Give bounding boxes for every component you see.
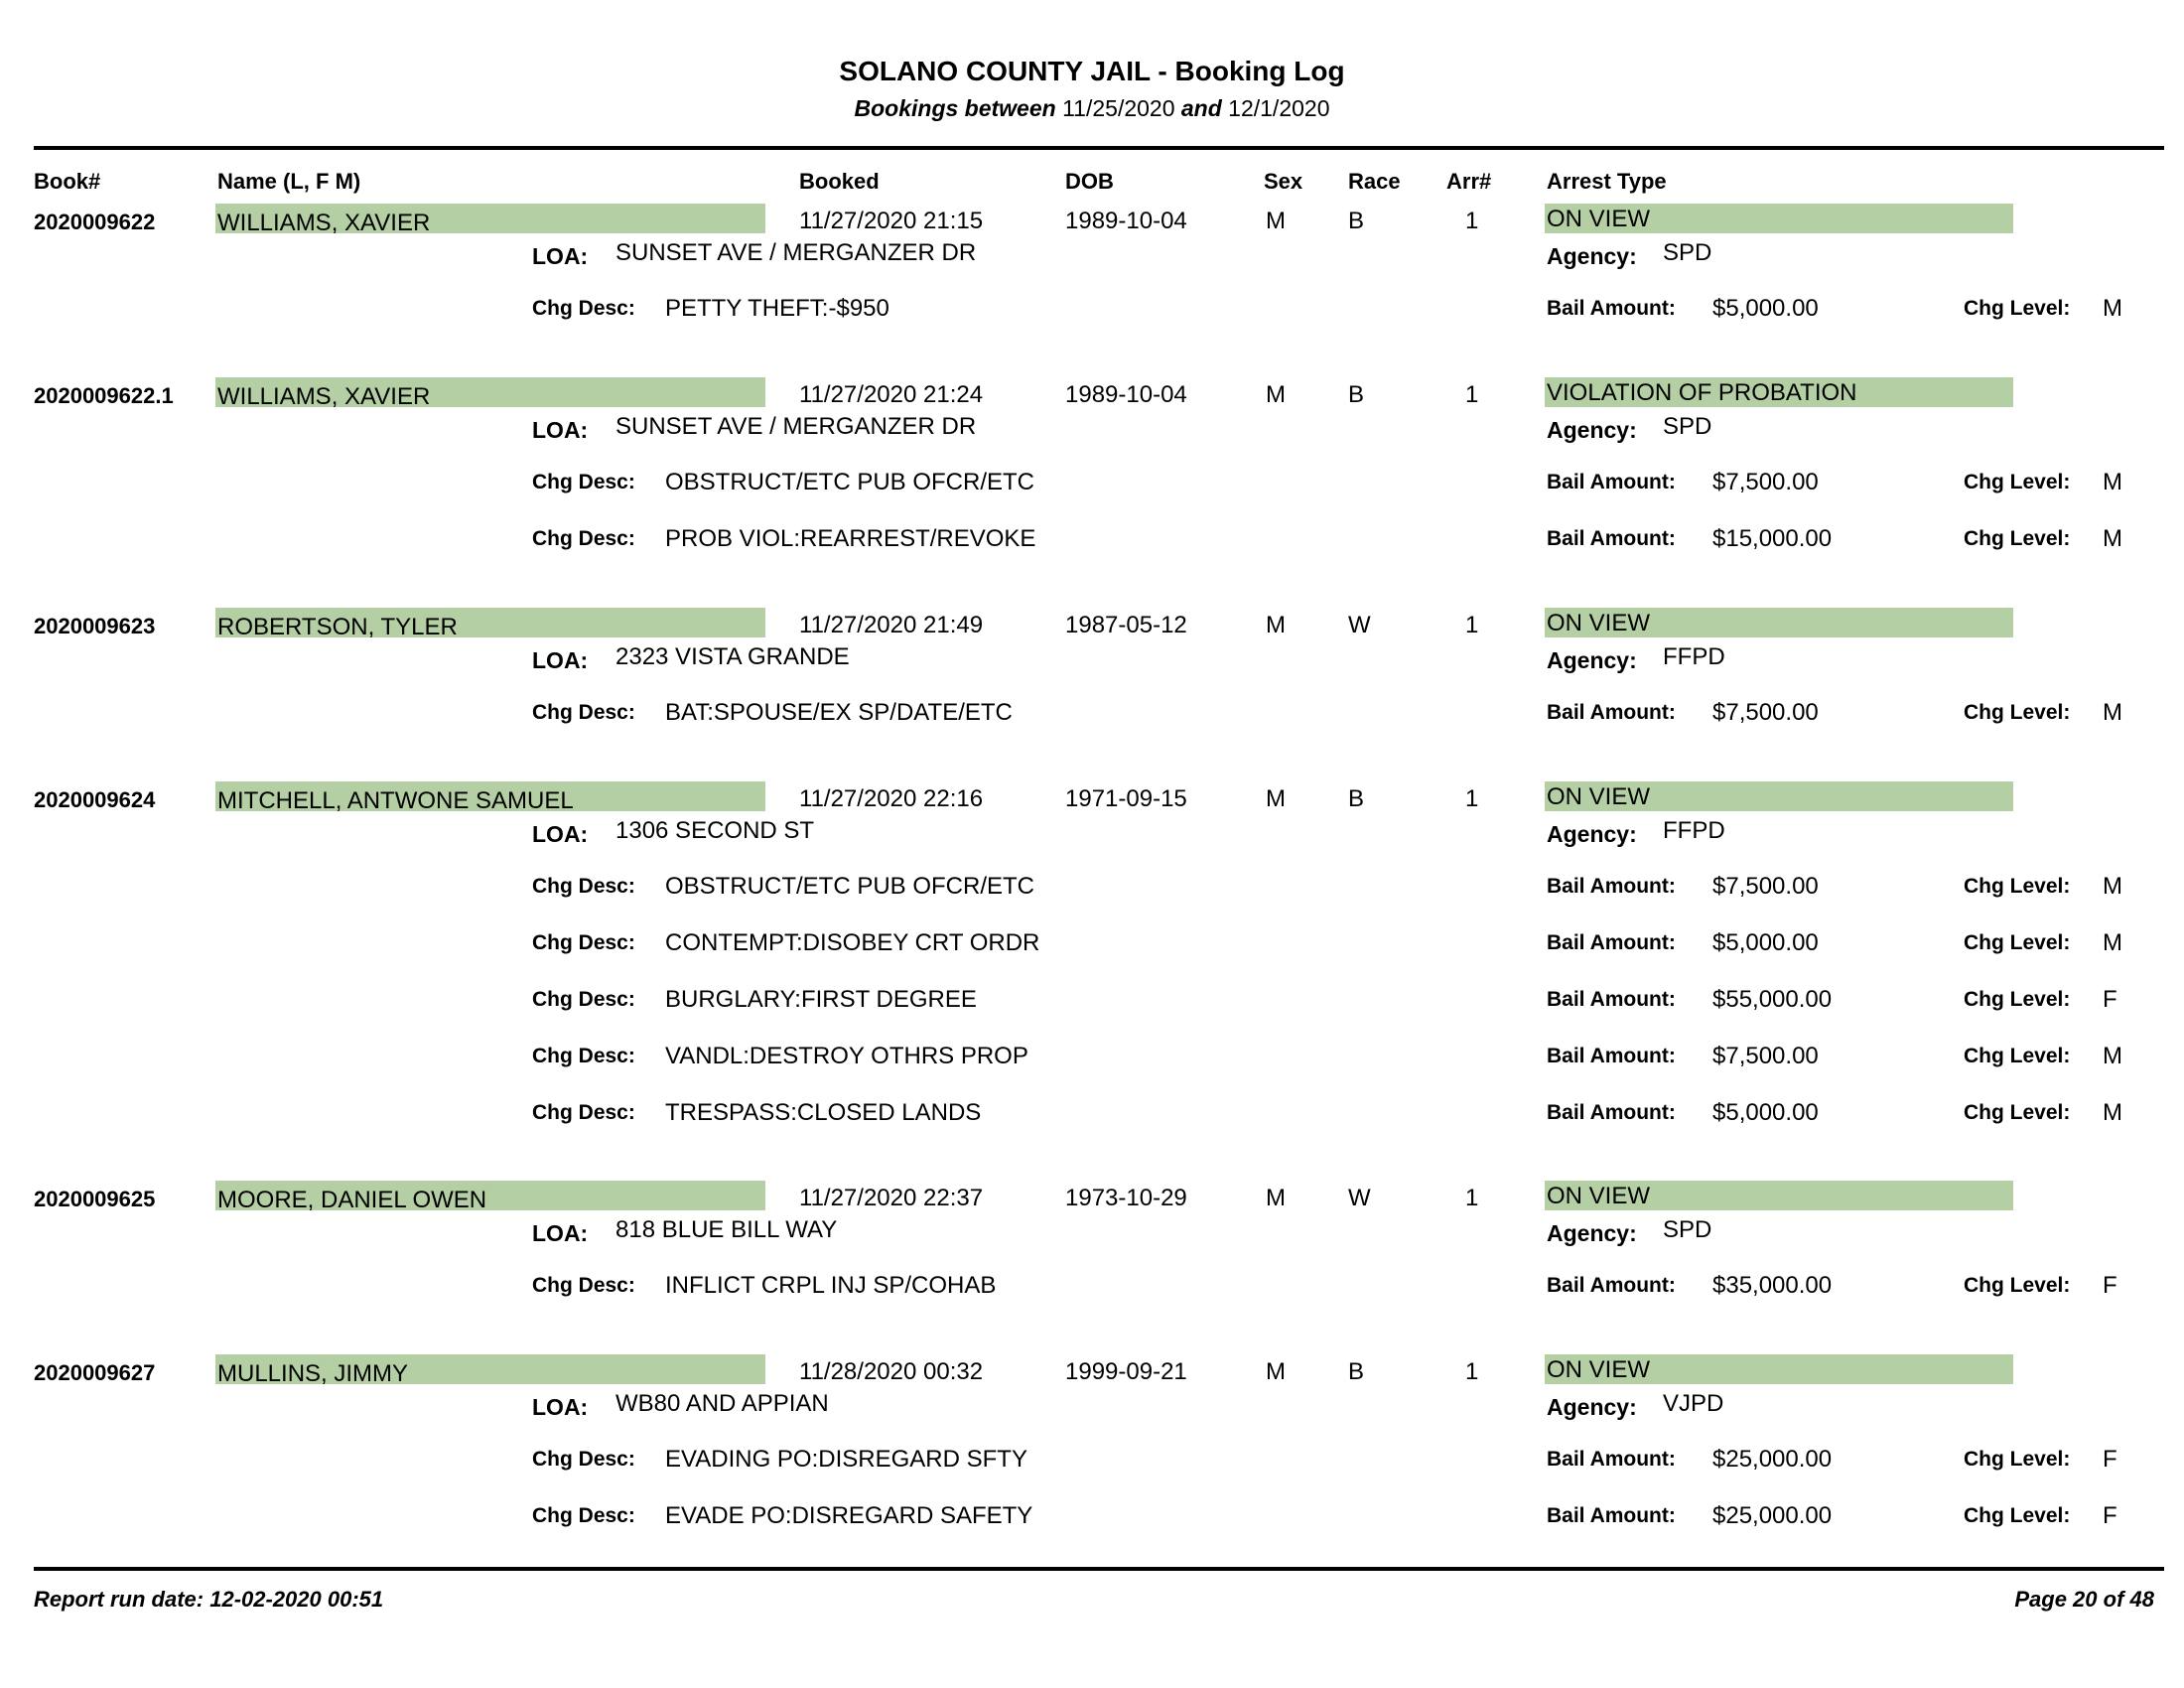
chg-level-value: M xyxy=(2103,1043,2122,1069)
chg-level-label: Chg Level: xyxy=(1964,527,2071,550)
agency-label: Agency: xyxy=(1547,417,1637,443)
dob-value: 1989-10-04 xyxy=(1065,208,1187,234)
chg-desc-label: Chg Desc: xyxy=(532,1504,635,1527)
book-number: 2020009622.1 xyxy=(34,383,174,408)
arrest-type-highlight xyxy=(1545,781,2013,811)
bail-amount-value: $7,500.00 xyxy=(1712,469,1819,495)
chg-desc-value: BURGLARY:FIRST DEGREE xyxy=(665,986,977,1013)
chg-desc-label: Chg Desc: xyxy=(532,931,635,954)
chg-level-value: F xyxy=(2103,986,2117,1013)
chg-level-label: Chg Level: xyxy=(1964,931,2071,954)
dob-value: 1973-10-29 xyxy=(1065,1185,1187,1211)
bail-amount-label: Bail Amount: xyxy=(1547,701,1676,724)
booked-datetime: 11/27/2020 21:49 xyxy=(799,612,984,638)
arr-value: 1 xyxy=(1465,1185,1479,1211)
agency-value: FFPD xyxy=(1663,817,1725,844)
chg-level-value: F xyxy=(2103,1502,2117,1529)
subtitle-prefix: Bookings between xyxy=(854,95,1056,121)
name-highlight xyxy=(215,608,765,640)
race-value: W xyxy=(1348,612,1371,638)
inmate-name: MULLINS, JIMMY xyxy=(217,1360,409,1387)
chg-desc-label: Chg Desc: xyxy=(532,988,635,1011)
report-run-date: Report run date: 12-02-2020 00:51 xyxy=(34,1587,384,1612)
chg-level-value: M xyxy=(2103,1099,2122,1126)
arrest-type-highlight xyxy=(1545,204,2013,233)
chg-desc-value: CONTEMPT:DISOBEY CRT ORDR xyxy=(665,929,1040,956)
chg-desc-label: Chg Desc: xyxy=(532,527,635,550)
bail-amount-value: $7,500.00 xyxy=(1712,1043,1819,1069)
chg-desc-label: Chg Desc: xyxy=(532,471,635,493)
agency-label: Agency: xyxy=(1547,647,1637,673)
chg-desc-value: OBSTRUCT/ETC PUB OFCR/ETC xyxy=(665,469,1035,495)
chg-level-label: Chg Level: xyxy=(1964,875,2071,898)
chg-desc-value: TRESPASS:CLOSED LANDS xyxy=(665,1099,982,1126)
name-highlight xyxy=(215,781,765,814)
loa-value: 818 BLUE BILL WAY xyxy=(615,1216,838,1243)
chg-desc-label: Chg Desc: xyxy=(532,1274,635,1297)
bail-amount-label: Bail Amount: xyxy=(1547,297,1676,320)
dob-value: 1987-05-12 xyxy=(1065,612,1187,638)
book-number: 2020009624 xyxy=(34,787,156,812)
name-highlight xyxy=(215,377,765,410)
header-sex: Sex xyxy=(1264,169,1303,194)
loa-value: SUNSET AVE / MERGANZER DR xyxy=(615,239,977,266)
bail-amount-value: $5,000.00 xyxy=(1712,929,1819,956)
bail-amount-label: Bail Amount: xyxy=(1547,1101,1676,1124)
sex-value: M xyxy=(1266,381,1286,408)
top-rule xyxy=(34,146,2164,150)
header-arrest-type: Arrest Type xyxy=(1547,169,1667,194)
book-number: 2020009627 xyxy=(34,1360,156,1385)
inmate-name: WILLIAMS, XAVIER xyxy=(217,210,431,236)
arrest-type-value: ON VIEW xyxy=(1547,1183,1651,1209)
sex-value: M xyxy=(1266,208,1286,234)
chg-level-value: M xyxy=(2103,873,2122,900)
name-highlight xyxy=(215,1181,765,1213)
chg-level-value: M xyxy=(2103,525,2122,552)
loa-label: LOA: xyxy=(532,821,589,847)
chg-desc-label: Chg Desc: xyxy=(532,1045,635,1067)
sex-value: M xyxy=(1266,612,1286,638)
bail-amount-value: $15,000.00 xyxy=(1712,525,1833,552)
bail-amount-value: $7,500.00 xyxy=(1712,699,1819,726)
arr-value: 1 xyxy=(1465,785,1479,812)
chg-level-value: M xyxy=(2103,929,2122,956)
arrest-type-value: ON VIEW xyxy=(1547,206,1651,232)
arrest-type-value: ON VIEW xyxy=(1547,1356,1651,1383)
arr-value: 1 xyxy=(1465,1358,1479,1385)
booked-datetime: 11/27/2020 21:15 xyxy=(799,208,984,234)
booked-datetime: 11/27/2020 22:37 xyxy=(799,1185,984,1211)
agency-label: Agency: xyxy=(1547,1220,1637,1246)
sex-value: M xyxy=(1266,1358,1286,1385)
chg-level-value: M xyxy=(2103,699,2122,726)
agency-value: VJPD xyxy=(1663,1390,1724,1417)
header-name: Name (L, F M) xyxy=(217,169,361,194)
header-arr: Arr# xyxy=(1446,169,1492,194)
chg-desc-value: PETTY THEFT:-$950 xyxy=(665,295,889,322)
inmate-name: MITCHELL, ANTWONE SAMUEL xyxy=(217,787,574,814)
sex-value: M xyxy=(1266,1185,1286,1211)
chg-desc-label: Chg Desc: xyxy=(532,701,635,724)
agency-value: FFPD xyxy=(1663,643,1725,670)
chg-desc-value: EVADE PO:DISREGARD SAFETY xyxy=(665,1502,1033,1529)
chg-level-label: Chg Level: xyxy=(1964,297,2071,320)
chg-desc-label: Chg Desc: xyxy=(532,1101,635,1124)
chg-desc-value: VANDL:DESTROY OTHRS PROP xyxy=(665,1043,1028,1069)
arrest-type-value: ON VIEW xyxy=(1547,610,1651,636)
loa-value: 1306 SECOND ST xyxy=(615,817,815,844)
loa-value: 2323 VISTA GRANDE xyxy=(615,643,850,670)
arrest-type-highlight xyxy=(1545,608,2013,637)
bail-amount-value: $7,500.00 xyxy=(1712,873,1819,900)
chg-level-label: Chg Level: xyxy=(1964,1274,2071,1297)
race-value: B xyxy=(1348,785,1365,812)
chg-desc-value: EVADING PO:DISREGARD SFTY xyxy=(665,1446,1027,1473)
arr-value: 1 xyxy=(1465,381,1479,408)
book-number: 2020009625 xyxy=(34,1187,156,1211)
booked-datetime: 11/27/2020 22:16 xyxy=(799,785,984,812)
agency-value: SPD xyxy=(1663,239,1712,266)
chg-level-value: M xyxy=(2103,469,2122,495)
loa-value: SUNSET AVE / MERGANZER DR xyxy=(615,413,977,440)
inmate-name: MOORE, DANIEL OWEN xyxy=(217,1187,487,1213)
bail-amount-label: Bail Amount: xyxy=(1547,471,1676,493)
dob-value: 1999-09-21 xyxy=(1065,1358,1187,1385)
arr-value: 1 xyxy=(1465,208,1479,234)
bail-amount-label: Bail Amount: xyxy=(1547,988,1676,1011)
bail-amount-label: Bail Amount: xyxy=(1547,1274,1676,1297)
date-from: 11/25/2020 xyxy=(1062,95,1175,121)
arrest-type-highlight xyxy=(1545,1181,2013,1210)
inmate-name: ROBERTSON, TYLER xyxy=(217,614,458,640)
bail-amount-value: $5,000.00 xyxy=(1712,295,1819,322)
dob-value: 1989-10-04 xyxy=(1065,381,1187,408)
chg-desc-label: Chg Desc: xyxy=(532,1448,635,1471)
chg-desc-label: Chg Desc: xyxy=(532,875,635,898)
arr-value: 1 xyxy=(1465,612,1479,638)
chg-level-label: Chg Level: xyxy=(1964,471,2071,493)
bail-amount-value: $55,000.00 xyxy=(1712,986,1833,1013)
agency-value: SPD xyxy=(1663,1216,1712,1243)
loa-label: LOA: xyxy=(532,1394,589,1420)
loa-label: LOA: xyxy=(532,243,589,269)
bail-amount-label: Bail Amount: xyxy=(1547,931,1676,954)
dob-value: 1971-09-15 xyxy=(1065,785,1187,812)
arrest-type-value: VIOLATION OF PROBATION xyxy=(1547,379,1857,406)
chg-desc-value: INFLICT CRPL INJ SP/COHAB xyxy=(665,1272,997,1299)
chg-desc-value: PROB VIOL:REARREST/REVOKE xyxy=(665,525,1036,552)
loa-label: LOA: xyxy=(532,417,589,443)
race-value: B xyxy=(1348,208,1365,234)
header-booked: Booked xyxy=(799,169,880,194)
bail-amount-value: $35,000.00 xyxy=(1712,1272,1833,1299)
booked-datetime: 11/27/2020 21:24 xyxy=(799,381,984,408)
report-title: SOLANO COUNTY JAIL - Booking Log xyxy=(839,56,1345,86)
chg-level-label: Chg Level: xyxy=(1964,988,2071,1011)
race-value: B xyxy=(1348,1358,1365,1385)
chg-level-value: F xyxy=(2103,1272,2117,1299)
bottom-rule xyxy=(34,1567,2164,1571)
subtitle-and: and xyxy=(1180,95,1222,121)
arrest-type-value: ON VIEW xyxy=(1547,783,1651,810)
header-dob: DOB xyxy=(1065,169,1114,194)
loa-label: LOA: xyxy=(532,1220,589,1246)
bail-amount-label: Bail Amount: xyxy=(1547,527,1676,550)
chg-level-label: Chg Level: xyxy=(1964,1448,2071,1471)
chg-desc-value: BAT:SPOUSE/EX SP/DATE/ETC xyxy=(665,699,1013,726)
bail-amount-label: Bail Amount: xyxy=(1547,1504,1676,1527)
book-number: 2020009623 xyxy=(34,614,156,638)
loa-value: WB80 AND APPIAN xyxy=(615,1390,829,1417)
agency-label: Agency: xyxy=(1547,821,1637,847)
header-race: Race xyxy=(1348,169,1401,194)
chg-level-label: Chg Level: xyxy=(1964,701,2071,724)
loa-label: LOA: xyxy=(532,647,589,673)
report-subtitle xyxy=(0,95,2184,122)
sex-value: M xyxy=(1266,785,1286,812)
bail-amount-label: Bail Amount: xyxy=(1547,1448,1676,1471)
page-number: Page 20 of 48 xyxy=(2014,1587,2154,1612)
book-number: 2020009622 xyxy=(34,210,156,234)
agency-label: Agency: xyxy=(1547,243,1637,269)
chg-desc-value: OBSTRUCT/ETC PUB OFCR/ETC xyxy=(665,873,1035,900)
inmate-name: WILLIAMS, XAVIER xyxy=(217,383,431,410)
bail-amount-label: Bail Amount: xyxy=(1547,875,1676,898)
date-to: 12/1/2020 xyxy=(1228,95,1330,121)
arrest-type-highlight xyxy=(1545,377,2013,407)
bail-amount-value: $25,000.00 xyxy=(1712,1502,1833,1529)
name-highlight xyxy=(215,1354,765,1387)
bail-amount-label: Bail Amount: xyxy=(1547,1045,1676,1067)
agency-label: Agency: xyxy=(1547,1394,1637,1420)
chg-level-value: M xyxy=(2103,295,2122,322)
race-value: B xyxy=(1348,381,1365,408)
bail-amount-value: $5,000.00 xyxy=(1712,1099,1819,1126)
chg-desc-label: Chg Desc: xyxy=(532,297,635,320)
chg-level-label: Chg Level: xyxy=(1964,1504,2071,1527)
name-highlight xyxy=(215,204,765,236)
agency-value: SPD xyxy=(1663,413,1712,440)
header-book: Book# xyxy=(34,169,101,194)
chg-level-value: F xyxy=(2103,1446,2117,1473)
chg-level-label: Chg Level: xyxy=(1964,1101,2071,1124)
booked-datetime: 11/28/2020 00:32 xyxy=(799,1358,984,1385)
chg-level-label: Chg Level: xyxy=(1964,1045,2071,1067)
arrest-type-highlight xyxy=(1545,1354,2013,1384)
bail-amount-value: $25,000.00 xyxy=(1712,1446,1833,1473)
race-value: W xyxy=(1348,1185,1371,1211)
